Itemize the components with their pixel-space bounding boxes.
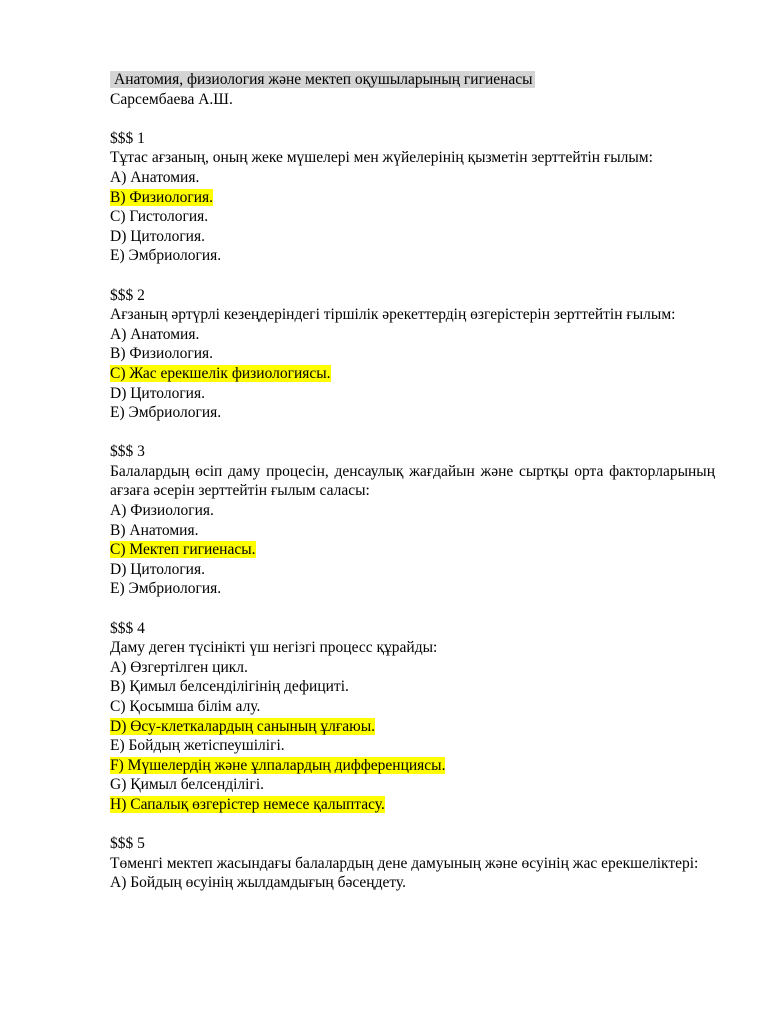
- question-text: Балалардың өсіп даму процесін, денсаулық жағдайын және сыртқы орта факторларының ағзаға әсерін зерттейтін ғылым саласы:: [110, 462, 715, 500]
- document-page: [110, 70, 715, 893]
- answer-option-correct: D) Өсу-клеткалардың санының ұлғаюы.: [110, 717, 375, 735]
- answer-option: B) Физиология.: [110, 345, 214, 363]
- question-number: $$$ 1: [110, 129, 145, 147]
- answer-option: A) Анатомия.: [110, 168, 200, 186]
- answer-option: A) Бойдың өсуінің жылдамдығың бәсеңдету.: [110, 874, 406, 892]
- question-block: [110, 442, 715, 599]
- spacer: [110, 423, 715, 443]
- answer-option: B) Қимыл белсенділігінің дефициті.: [110, 678, 349, 696]
- answer-option: A) Физиология.: [110, 502, 214, 520]
- answer-option: C) Қосымша білім алу.: [110, 698, 261, 715]
- answer-option: E) Эмбриология.: [110, 580, 222, 598]
- document-title: Анатомия, физиология және мектеп оқушыларының гигиенасы: [110, 71, 535, 88]
- answer-option: E) Эмбриология.: [110, 404, 222, 422]
- spacer: [110, 266, 715, 286]
- answer-option-correct: B) Физиология.: [110, 188, 214, 206]
- answer-option: A) Анатомия.: [110, 325, 200, 343]
- answer-option: D) Цитология.: [110, 384, 205, 402]
- title-line: [110, 70, 715, 90]
- spacer: [110, 109, 715, 129]
- question-block: [110, 286, 715, 423]
- answer-option: D) Цитология.: [110, 227, 205, 245]
- question-block: [110, 129, 715, 266]
- question-number: $$$ 2: [110, 286, 145, 304]
- question-number: $$$ 3: [110, 443, 145, 461]
- answer-option: C) Гистология.: [110, 208, 209, 226]
- document-author: Сарсембаева А.Ш.: [110, 90, 233, 108]
- question-text: Тұтас ағзаның, оның жеке мүшелері мен жүйелерінің қызметін зерттейтін ғылым:: [110, 149, 653, 167]
- answer-option-correct: F) Мүшелердің және ұлпалардың дифференциясы.: [110, 756, 446, 774]
- answer-option: A) Өзгертілген цикл.: [110, 658, 248, 676]
- question-block: [110, 619, 715, 815]
- question-number: $$$ 5: [110, 835, 145, 853]
- spacer: [110, 815, 715, 835]
- question-text: Даму деген түсінікті үш негізгі процесс құрайды:: [110, 639, 438, 657]
- question-number: $$$ 4: [110, 619, 145, 637]
- answer-option: B) Анатомия.: [110, 521, 199, 539]
- question-text: Ағзаның әртүрлі кезеңдеріндегі тіршілік әрекеттердің өзгерістерін зерттейтін ғылым:: [110, 306, 676, 324]
- answer-option-correct: C) Жас ерекшелік физиологиясы.: [110, 364, 331, 382]
- spacer: [110, 599, 715, 619]
- answer-option: G) Қимыл белсенділігі.: [110, 776, 265, 794]
- answer-option-correct: H) Сапалық өзгерістер немесе қалыптасу.: [110, 795, 385, 813]
- answer-option: E) Эмбриология.: [110, 247, 222, 265]
- answer-option-correct: C) Мектеп гигиенасы.: [110, 541, 256, 559]
- question-text: Төменгі мектеп жасындағы балалардың дене дамуының және өсуінің жас ерекшеліктері:: [110, 854, 699, 872]
- answer-option: D) Цитология.: [110, 560, 205, 578]
- answer-option: E) Бойдың жетіспеушілігі.: [110, 737, 285, 755]
- question-block: [110, 834, 715, 893]
